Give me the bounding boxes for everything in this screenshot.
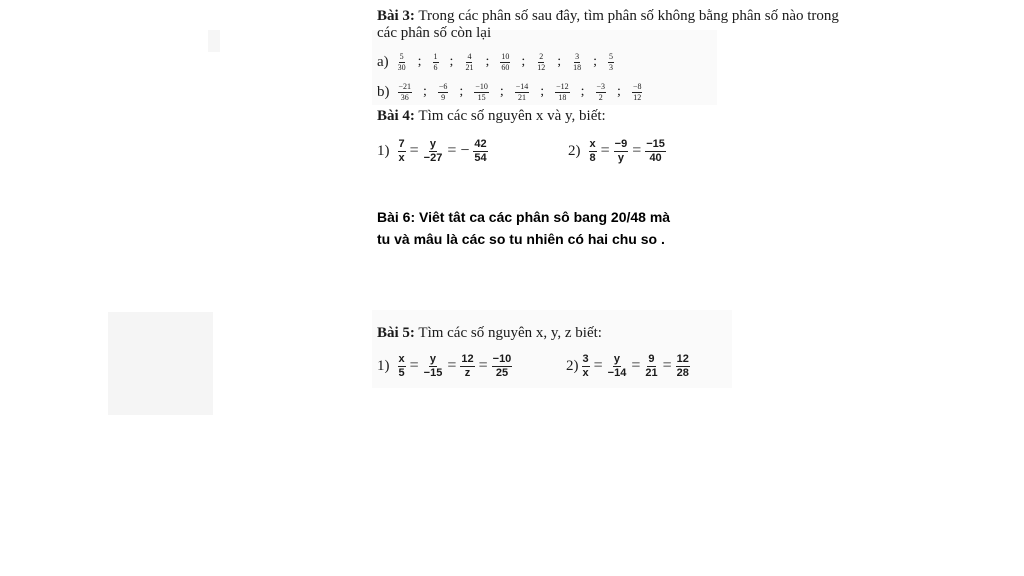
numerator: −14 xyxy=(515,81,529,91)
fraction xyxy=(555,83,570,102)
bai5-p2-label: 2) xyxy=(566,357,579,374)
bai4-problem1 xyxy=(377,134,490,168)
numerator: 7 xyxy=(398,137,405,150)
numerator: −6 xyxy=(438,81,448,91)
numerator: 4 xyxy=(467,51,472,61)
numerator: 42 xyxy=(474,137,487,150)
denominator: 5 xyxy=(398,366,405,379)
numerator: x xyxy=(398,352,405,365)
denominator: x xyxy=(582,366,589,379)
separator: ; xyxy=(521,54,526,69)
bai3-heading xyxy=(377,8,839,25)
bai5-p2-equation xyxy=(580,354,692,379)
fraction xyxy=(397,53,407,72)
minus-sign: − xyxy=(460,142,470,159)
numerator: 5 xyxy=(609,51,613,61)
numerator: 3 xyxy=(575,51,580,61)
denominator: 9 xyxy=(441,92,446,102)
numerator: −10 xyxy=(492,352,512,365)
bai3-b-label: b) xyxy=(377,83,390,100)
denominator: −27 xyxy=(423,151,443,164)
denominator: −15 xyxy=(423,366,443,379)
bai4-p2-equation xyxy=(587,139,668,164)
equals-sign: = xyxy=(662,357,672,374)
fraction xyxy=(473,139,487,164)
numerator: 10 xyxy=(501,51,510,61)
denominator: 2 xyxy=(598,92,603,102)
denominator: 60 xyxy=(501,62,510,72)
bai4-p1-equation xyxy=(396,139,490,164)
bai3-label: Bài 3: xyxy=(377,8,415,24)
separator: ; xyxy=(557,54,562,69)
denominator: 40 xyxy=(649,151,662,164)
numerator: −10 xyxy=(475,81,488,91)
equals-sign: = xyxy=(409,142,419,159)
fraction xyxy=(589,139,597,164)
bai3-b-row xyxy=(377,79,644,105)
numerator: 2 xyxy=(539,51,544,61)
numerator: y xyxy=(429,137,437,150)
equals-sign: = xyxy=(478,357,488,374)
separator: ; xyxy=(423,84,427,99)
denominator: 21 xyxy=(517,92,526,102)
fraction xyxy=(423,139,444,164)
bai4-p1-label: 1) xyxy=(377,142,390,159)
fraction xyxy=(492,354,513,379)
bai3-text1: Trong các phân số sau đây, tìm phân số không bằng phân số nào trong xyxy=(418,8,839,24)
fraction xyxy=(433,53,439,72)
bai5-text: Tìm các số nguyên x, y, z biết: xyxy=(418,325,602,341)
fraction xyxy=(572,53,582,72)
separator: ; xyxy=(593,54,597,69)
numerator: −21 xyxy=(398,81,412,91)
fraction xyxy=(632,83,643,102)
fraction xyxy=(460,354,474,379)
fraction xyxy=(676,354,690,379)
numerator: 12 xyxy=(461,352,474,365)
equals-sign: = xyxy=(631,357,641,374)
fraction xyxy=(645,139,666,164)
fraction xyxy=(438,83,449,102)
numerator: −15 xyxy=(646,137,665,150)
fraction xyxy=(398,83,413,102)
fraction xyxy=(644,354,658,379)
fraction xyxy=(614,139,629,164)
fraction xyxy=(423,354,444,379)
fraction xyxy=(398,139,406,164)
bai5-problem2 xyxy=(566,349,692,383)
bai5-heading xyxy=(377,325,602,342)
fraction xyxy=(536,53,546,72)
denominator: 8 xyxy=(589,151,596,164)
background-smudge xyxy=(208,30,220,52)
fraction xyxy=(607,354,628,379)
bai6-line2: tu và mâu là các so tu nhiên có hai chu so . xyxy=(377,231,665,247)
fraction xyxy=(500,53,510,72)
denominator: 21 xyxy=(645,366,658,379)
bai4-label: Bài 4: xyxy=(377,108,415,124)
numerator: 12 xyxy=(676,352,689,365)
denominator: 6 xyxy=(433,62,438,72)
numerator: −9 xyxy=(614,137,628,150)
bai4-heading xyxy=(377,108,606,125)
equals-sign: = xyxy=(600,142,610,159)
bai4-p2-label: 2) xyxy=(568,142,581,159)
background-smudge xyxy=(108,312,213,415)
separator: ; xyxy=(580,84,585,99)
separator: ; xyxy=(540,84,545,99)
bai3-b-fractions xyxy=(396,83,645,102)
denominator: 28 xyxy=(676,366,689,379)
numerator: 5 xyxy=(399,51,404,61)
bai3-text2: các phân số còn lại xyxy=(377,25,492,41)
denominator: 12 xyxy=(633,92,642,102)
equals-sign: = xyxy=(632,142,642,159)
denominator: z xyxy=(464,366,471,379)
bai3-a-label: a) xyxy=(377,53,389,70)
separator: ; xyxy=(417,54,422,69)
bai4-text: Tìm các số nguyên x và y, biết: xyxy=(418,108,606,124)
denominator: 25 xyxy=(495,366,509,379)
denominator: 30 xyxy=(397,62,406,72)
equals-sign: = xyxy=(447,142,457,159)
denominator: 21 xyxy=(465,62,474,72)
bai5-problem1 xyxy=(377,349,514,383)
denominator: 12 xyxy=(537,62,546,72)
bai5-p1-equation xyxy=(396,354,515,379)
fraction xyxy=(515,83,530,102)
equals-sign: = xyxy=(409,357,419,374)
numerator: −8 xyxy=(632,81,642,91)
fraction xyxy=(398,354,406,379)
separator: ; xyxy=(459,84,464,99)
denominator: 3 xyxy=(609,62,613,72)
bai5-label: Bài 5: xyxy=(377,325,415,341)
bai3-a-fractions xyxy=(395,53,616,72)
numerator: −3 xyxy=(596,81,606,91)
numerator: 3 xyxy=(582,352,589,365)
denominator: 18 xyxy=(573,62,582,72)
numerator: 1 xyxy=(433,51,438,61)
numerator: y xyxy=(429,352,437,365)
denominator: 36 xyxy=(400,92,409,102)
numerator: 9 xyxy=(648,352,655,365)
numerator: x xyxy=(589,137,596,150)
denominator: 54 xyxy=(474,151,487,164)
numerator: y xyxy=(613,352,621,365)
denominator: 18 xyxy=(558,92,567,102)
denominator: y xyxy=(617,151,624,164)
fraction xyxy=(464,53,474,72)
separator: ; xyxy=(449,54,454,69)
equals-sign: = xyxy=(447,357,457,374)
bai3-a-row xyxy=(377,50,616,74)
denominator: −14 xyxy=(607,366,627,379)
denominator: x xyxy=(398,151,405,164)
separator: ; xyxy=(485,54,490,69)
fraction xyxy=(582,354,590,379)
fraction xyxy=(608,53,614,72)
numerator: −12 xyxy=(556,81,569,91)
separator: ; xyxy=(499,84,504,99)
denominator: 15 xyxy=(477,92,486,102)
bai5-p1-label: 1) xyxy=(377,357,390,374)
fraction xyxy=(596,83,607,102)
separator: ; xyxy=(617,84,621,99)
bai4-problem2 xyxy=(568,134,668,168)
fraction xyxy=(474,83,489,102)
bai6-line1: Bài 6: Viêt tât ca các phân sô bang 20/48 mà xyxy=(377,209,671,225)
equals-sign: = xyxy=(593,357,603,374)
